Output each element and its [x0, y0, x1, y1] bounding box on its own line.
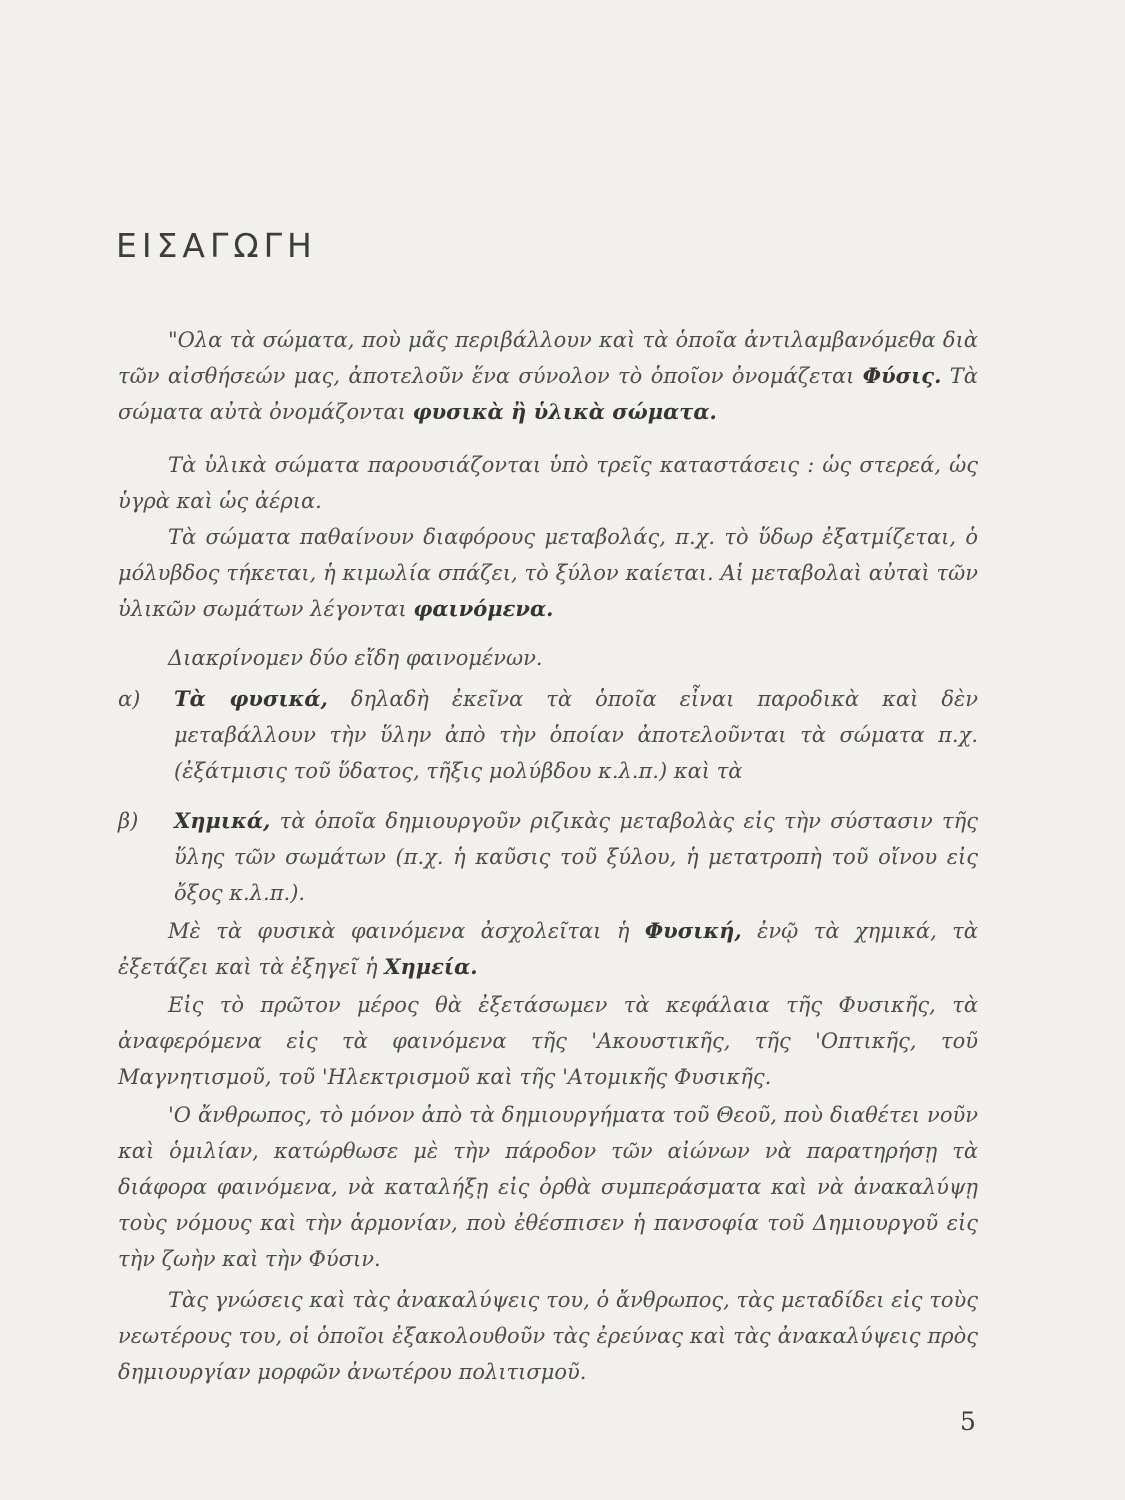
list-item-chemical — [118, 803, 978, 911]
text-segment: Τὰ ὑλικὰ σώματα παρουσιάζονται ὑπὸ τρεῖς καταστάσεις : ὡς στερεά, ὡς ὑγρὰ καὶ ὡς ἀέρια. — [118, 453, 978, 513]
text-segment: ἐνῷ τὰ χημικά, τὰ ἐξετάζει καὶ τὰ ἐξηγεῖ ἡ — [118, 919, 978, 979]
list-item-body — [174, 681, 978, 789]
text-segment: 'Ο ἄνθρωπος, τὸ μόνον ἀπὸ τὰ δημιουργήματα τοῦ Θεοῦ, ποὺ διαθέτει νοῦν καὶ ὁμιλίαν, κατώρθωσε μὲ τὴν πάροδον τῶν αἰώνων νὰ παρατηρήσῃ τὰ διάφορα φαινόμενα, νὰ καταλήξῃ εἰς ὀρθὰ συμπεράσματα καὶ νὰ ἀνακαλύψῃ τοὺς νόμους καὶ τὴν ἁρμονίαν, ποὺ ἐθέσπισεν ἡ πανσοφία τοῦ Δημιουργοῦ εἰς τὴν ζωὴν καὶ τὴν Φύσιν. — [118, 1103, 978, 1271]
page-number: 5 — [960, 1407, 976, 1436]
paragraph-states — [118, 447, 978, 519]
text-segment: τὰ ὁποῖα δημιουργοῦν ριζικὰς μεταβολὰς εἰς τὴν σύστασιν τῆς ὕλης τῶν σωμάτων (π.χ. ἡ καῦσις τοῦ ξύλου, ἡ μετατροπὴ τοῦ οἴνου εἰς ὄξος κ.λ.π.). — [174, 809, 978, 905]
list-marker: α) — [118, 687, 141, 711]
bold-term-phenomena: φαινόμενα. — [413, 596, 554, 621]
text-segment: Διακρίνομεν δύο εἴδη φαινομένων. — [168, 646, 543, 670]
text-segment: "Ολα τὰ σώματα, ποὺ μᾶς περιβάλλουν καὶ τὰ ὁποῖα ἀντιλαμβανόμεθα διὰ τῶν αἰσθήσεών μας, ἀποτελοῦν ἕνα σύνολον τὸ ὁποῖον ὀνομάζεται — [118, 328, 978, 388]
bold-term-chemical: Χημικά, — [174, 808, 271, 833]
bold-term-physical: Τὰ φυσικά, — [174, 686, 328, 711]
text-segment: δηλαδὴ ἐκεῖνα τὰ ὁποῖα εἶναι παροδικὰ καὶ δὲν μεταβάλλουν τὴν ὕλην ἀπὸ τὴν ὁποίαν ἀποτελοῦνται τὰ σώματα π.χ. (ἐξάτμισις τοῦ ὕδατος, τῆξις μολύβδου κ.λ.π.) καὶ τὰ — [174, 687, 978, 783]
paragraph-changes — [118, 519, 978, 627]
bold-term-chemistry: Χημεία. — [384, 954, 478, 979]
text-segment: Τὰ σώματα παθαίνουν διαφόρους μεταβολάς, π.χ. τὸ ὕδωρ ἐξατμίζεται, ὁ μόλυβδος τήκεται, ἡ κιμωλία σπάζει, τὸ ξύλον καίεται. Αἱ μεταβολαὶ αὐταὶ τῶν ὑλικῶν σωμάτων λέγονται — [118, 525, 978, 621]
page-title: ΕΙΣΑΓΩΓΗ — [116, 226, 317, 265]
text-segment: Τὰ σώματα αὐτὰ ὀνομάζονται — [118, 364, 978, 424]
bold-term-bodies: φυσικὰ ἢ ὑλικὰ σώματα. — [412, 399, 717, 424]
paragraph-first-part — [118, 987, 978, 1095]
paragraph-knowledge — [118, 1282, 978, 1390]
text-segment: Τὰς γνώσεις καὶ τὰς ἀνακαλύψεις του, ὁ ἄνθρωπος, τὰς μεταδίδει εἰς τοὺς νεωτέρους του, οἱ ὁποῖοι ἐξακολουθοῦν τὰς ἐρεύνας καὶ τὰς ἀνακαλύψεις πρὸς δημιουργίαν μορφῶν ἀνωτέρου πολιτισμοῦ. — [118, 1288, 978, 1384]
list-item-physical — [118, 681, 978, 789]
bold-term-physis: Φύσις. — [862, 363, 942, 388]
text-segment: Εἰς τὸ πρῶτον μέρος θὰ ἐξετάσωμεν τὰ κεφάλαια τῆς Φυσικῆς, τὰ ἀναφερόμενα εἰς τὰ φαινόμενα τῆς 'Ακουστικῆς, τῆς 'Οπτικῆς, τοῦ Μαγνητισμοῦ, τοῦ 'Ηλεκτρισμοῦ καὶ τῆς 'Ατομικῆς Φυσικῆς. — [118, 993, 978, 1089]
list-item-body — [174, 803, 978, 911]
bold-term-physics: Φυσική, — [644, 918, 742, 943]
paragraph-two-kinds — [118, 640, 978, 676]
paragraph-physics-chemistry — [118, 913, 978, 985]
paragraph-human — [118, 1097, 978, 1277]
list-marker: β) — [118, 809, 139, 833]
paragraph-nature — [118, 322, 978, 430]
text-segment: Μὲ τὰ φυσικὰ φαινόμενα ἀσχολεῖται ἡ — [168, 919, 645, 943]
